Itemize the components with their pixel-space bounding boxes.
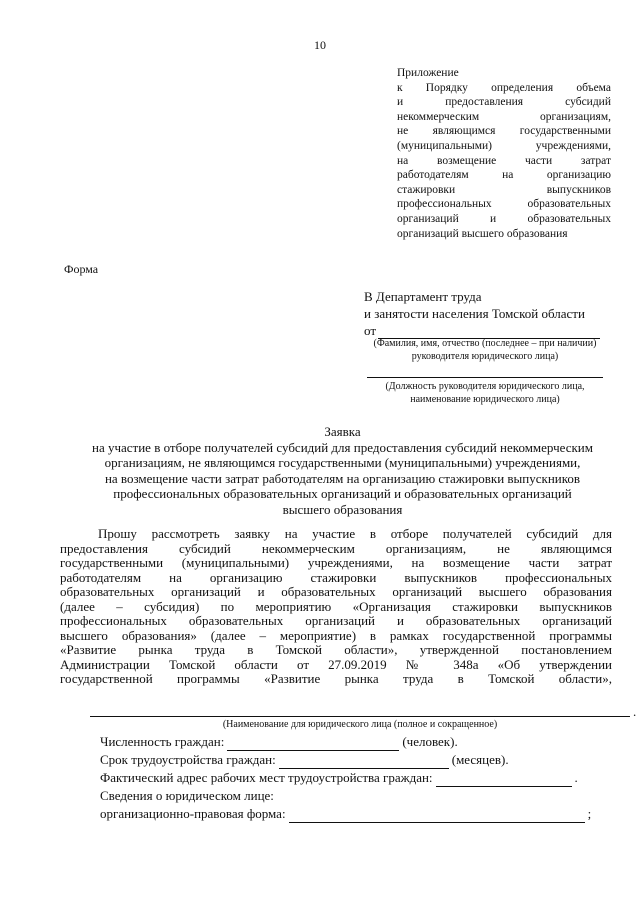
- body-line: «Развитие рынка труда в Томской области», утвержденной постановлением: [60, 642, 612, 657]
- title-line: высшего образования: [282, 501, 403, 517]
- organization-name-field[interactable]: [90, 716, 630, 717]
- applicant-name-hint: [367, 337, 603, 363]
- body-line: предоставления субсидий некоммерческим организациям, не являющимся: [60, 540, 612, 556]
- page-number: 10: [314, 38, 326, 52]
- from-label: от: [364, 323, 377, 338]
- title-line: на участие в отборе получателей субсидий для предоставления субсидий некоммерческим: [91, 439, 593, 455]
- appendix-line: некоммерческим организациям,: [397, 110, 611, 123]
- appendix-block: [397, 66, 611, 241]
- title-line: организациям, не являющимся государственными (муниципальными) учреждениями,: [104, 455, 581, 470]
- appendix-line: и предоставления субсидий: [397, 96, 611, 109]
- address-end: .: [574, 770, 578, 785]
- appendix-line: профессиональных образовательных: [397, 198, 611, 211]
- employment-term-unit: (месяцев).: [451, 752, 509, 767]
- application-title: [60, 424, 625, 517]
- citizens-count-label: Численность граждан:: [100, 734, 225, 749]
- body-line: (далее – субсидия) по мероприятию «Организация стажировки выпускников: [60, 598, 612, 614]
- address-label: Фактический адрес рабочих мест трудоустройства граждан:: [100, 770, 433, 785]
- body-line: высшего образования» (далее – мероприятие) в рамках государственной программы: [60, 627, 612, 643]
- citizens-count-row: [100, 733, 640, 751]
- citizens-count-unit: (человек).: [402, 734, 458, 749]
- hint-line: (Должность руководителя юридического лица,: [385, 381, 585, 392]
- employment-term-field[interactable]: [279, 754, 449, 769]
- body-line: Прошу рассмотреть заявку на участие в отборе получателей субсидий для: [98, 526, 612, 541]
- application-body: [60, 527, 612, 687]
- body-line: государственными (муниципальными) учреждениями, на возмещение части затрат: [60, 555, 612, 570]
- address-row: [100, 769, 640, 787]
- appendix-line: на возмещение части затрат: [397, 154, 611, 167]
- title-line: на возмещение части затрат работодателям на организацию стажировки выпускников: [104, 470, 581, 486]
- address-field[interactable]: [436, 772, 572, 787]
- appendix-line: организаций высшего образования: [397, 227, 568, 240]
- position-field[interactable]: [367, 377, 603, 378]
- legal-entity-label: Сведения о юридическом лице:: [100, 788, 274, 803]
- body-line: государственной программы «Развитие рынка труда в Томской области»,: [60, 671, 612, 686]
- legal-form-end: ;: [587, 806, 592, 821]
- employment-term-row: [100, 751, 640, 769]
- legal-form-row: [100, 805, 640, 823]
- appendix-title: Приложение: [397, 67, 459, 79]
- legal-form-label: организационно-правовая форма:: [100, 806, 286, 821]
- appendix-line: работодателям на организацию: [397, 169, 611, 182]
- employment-term-label: Срок трудоустройства граждан:: [100, 752, 276, 767]
- fields-block: [100, 733, 640, 823]
- organization-name-end: .: [633, 704, 637, 719]
- addressee-line-2: и занятости населения Томской области: [364, 306, 585, 321]
- body-line: Администрации Томской области от 27.09.2019 № 348а «Об утверждении: [60, 656, 612, 672]
- appendix-line: организаций и образовательных: [397, 212, 611, 225]
- organization-name-hint: (Наименование для юридического лица (полное и сокращенное): [222, 719, 498, 730]
- legal-entity-row: [100, 787, 640, 805]
- hint-line: руководителя юридического лица): [411, 351, 559, 362]
- body-line: образовательных организаций и образовательных организаций высшего образования: [60, 584, 612, 599]
- body-line: профессиональных образовательных организаций и образовательных организаций: [60, 613, 612, 628]
- appendix-line: стажировки выпускников: [397, 183, 611, 196]
- appendix-line: к Порядку определения объема: [397, 81, 611, 94]
- title-line: профессиональных образовательных организаций и образовательных организаций: [113, 486, 572, 501]
- position-hint: [367, 380, 603, 406]
- hint-line: наименование юридического лица): [410, 394, 560, 405]
- appendix-line: не являющимся государственными: [397, 125, 611, 138]
- citizens-count-field[interactable]: [227, 736, 399, 751]
- appendix-line: (муниципальными) учреждениями,: [397, 139, 611, 152]
- legal-form-field[interactable]: [289, 808, 585, 823]
- hint-line: (Фамилия, имя, отчество (последнее – при наличии): [373, 338, 597, 349]
- form-label: Форма: [64, 262, 99, 276]
- addressee-block: [364, 288, 614, 339]
- body-line: работодателям на организацию стажировки выпускников профессиональных: [60, 569, 612, 585]
- addressee-line-1: В Департамент труда: [364, 289, 482, 304]
- title-line: Заявка: [324, 424, 361, 439]
